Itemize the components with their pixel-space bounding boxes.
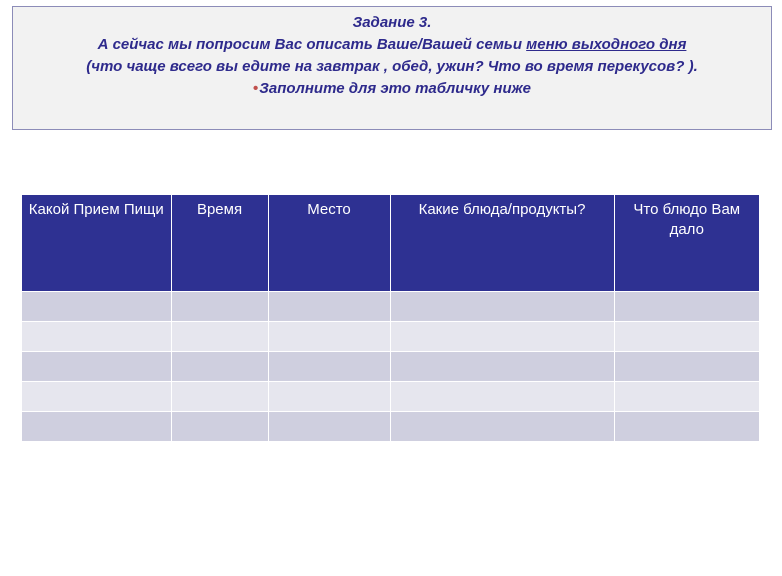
table-cell[interactable] bbox=[390, 381, 614, 411]
task-question: (что чаще всего вы едите на завтрак , обед, ужин? Что во время перекусов? ). bbox=[86, 58, 698, 75]
header-benefit: Что блюдо Вам дало bbox=[614, 195, 759, 291]
table-cell[interactable] bbox=[390, 351, 614, 381]
table-row bbox=[22, 351, 759, 381]
table-cell[interactable] bbox=[614, 351, 759, 381]
header-meal: Какой Прием Пищи bbox=[22, 195, 171, 291]
table-cell[interactable] bbox=[268, 411, 390, 441]
table-row bbox=[22, 291, 759, 321]
table-cell[interactable] bbox=[614, 381, 759, 411]
table-cell[interactable] bbox=[22, 291, 171, 321]
table-row bbox=[22, 381, 759, 411]
table-cell[interactable] bbox=[614, 321, 759, 351]
table-cell[interactable] bbox=[268, 351, 390, 381]
table-cell[interactable] bbox=[22, 351, 171, 381]
task-fill-instruction: Заполните для это табличку ниже bbox=[259, 80, 532, 97]
table-cell[interactable] bbox=[171, 381, 268, 411]
meal-table bbox=[22, 195, 759, 441]
task-box bbox=[12, 6, 772, 130]
table-cell[interactable] bbox=[614, 411, 759, 441]
bullet-icon: • bbox=[252, 80, 259, 97]
table-cell[interactable] bbox=[390, 411, 614, 441]
table-cell[interactable] bbox=[390, 291, 614, 321]
task-instruction-underlined: меню выходного дня bbox=[526, 36, 687, 53]
header-place: Место bbox=[268, 195, 390, 291]
task-instruction-text: А сейчас мы попросим Вас описать Ваше/Вашей семьи bbox=[97, 36, 527, 53]
table-cell[interactable] bbox=[22, 411, 171, 441]
table-cell[interactable] bbox=[268, 321, 390, 351]
table-cell[interactable] bbox=[268, 381, 390, 411]
table-row bbox=[22, 321, 759, 351]
table-cell[interactable] bbox=[171, 321, 268, 351]
header-dishes: Какие блюда/продукты? bbox=[390, 195, 614, 291]
table-cell[interactable] bbox=[171, 411, 268, 441]
table-row bbox=[22, 411, 759, 441]
table-cell[interactable] bbox=[22, 381, 171, 411]
header-time: Время bbox=[171, 195, 268, 291]
table-cell[interactable] bbox=[171, 351, 268, 381]
task-title: Задание 3. bbox=[352, 14, 432, 31]
task-instruction bbox=[13, 34, 771, 56]
table-cell[interactable] bbox=[171, 291, 268, 321]
table-cell[interactable] bbox=[22, 321, 171, 351]
table-cell[interactable] bbox=[390, 321, 614, 351]
table-header-row bbox=[22, 195, 759, 291]
task-bullet-line bbox=[13, 78, 771, 100]
table-cell[interactable] bbox=[614, 291, 759, 321]
table-cell[interactable] bbox=[268, 291, 390, 321]
